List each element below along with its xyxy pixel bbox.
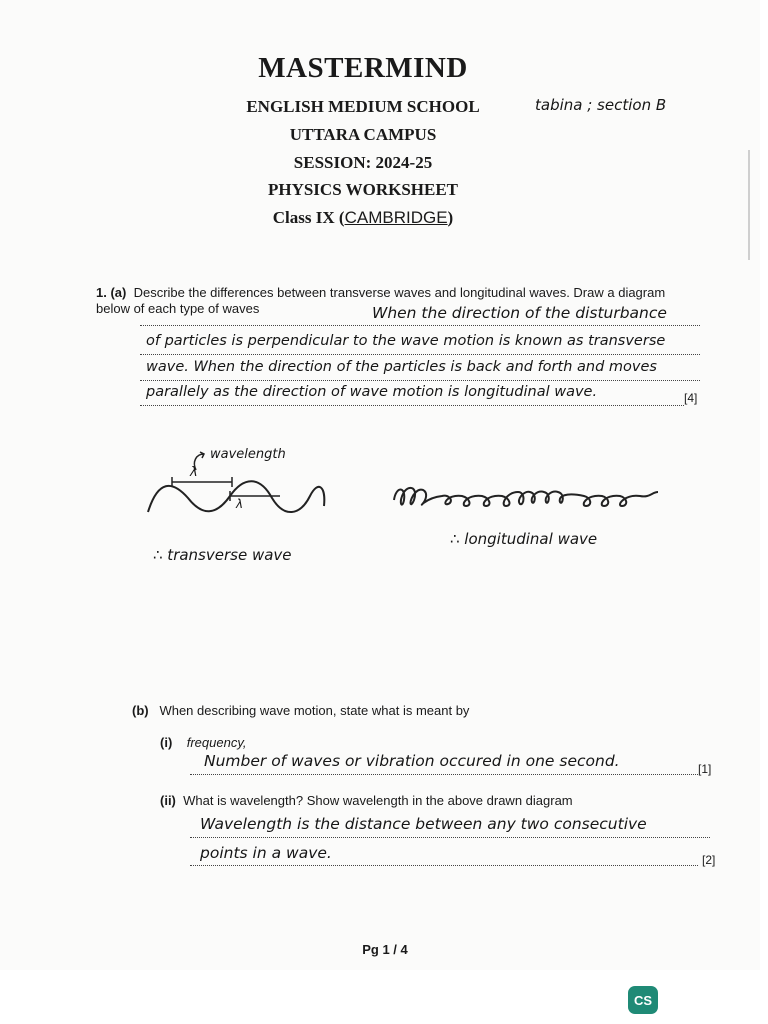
class-board: CAMBRIDGE bbox=[344, 208, 448, 227]
question-text: Describe the differences between transverse waves and longitudinal waves. Draw a diagram below of each type of waves bbox=[96, 285, 666, 316]
school-title: MASTERMIND bbox=[258, 52, 468, 84]
question-number: 1. (a) bbox=[96, 285, 127, 300]
question-1b-ii bbox=[160, 793, 573, 809]
part-b-i-text: frequency, bbox=[186, 735, 247, 750]
longitudinal-caption: ∴ longitudinal wave bbox=[450, 530, 598, 548]
longitudinal-wave-coil bbox=[394, 488, 658, 506]
worksheet-title: PHYSICS WORKSHEET bbox=[267, 180, 459, 199]
marks-1a: [4] bbox=[684, 391, 698, 405]
school-subtitle: ENGLISH MEDIUM SCHOOL bbox=[246, 97, 480, 116]
answer-b-ii-line-1: Wavelength is the distance between any two consecutive bbox=[200, 815, 647, 833]
part-b-i-label: (i) bbox=[160, 735, 173, 750]
longitudinal-wave-diagram bbox=[388, 478, 678, 518]
class-line bbox=[0, 208, 726, 228]
question-1b-i bbox=[160, 735, 246, 751]
session-line: SESSION: 2024-25 bbox=[293, 153, 433, 172]
campus-line: UTTARA CAMPUS bbox=[289, 125, 437, 144]
part-b-ii-text: What is wavelength? Show wavelength in the above drawn diagram bbox=[183, 793, 573, 808]
wavelength-label: wavelength bbox=[210, 447, 286, 462]
student-name-note: tabina ; section B bbox=[535, 96, 667, 114]
lambda-bottom-label: λ bbox=[236, 497, 244, 511]
answer-b-i: Number of waves or vibration occured in one second. bbox=[204, 752, 620, 770]
answer-1a-line-4: parallely as the direction of wave motion is longitudinal wave. bbox=[146, 384, 598, 400]
class-suffix: ) bbox=[447, 208, 454, 227]
marks-b-i: [1] bbox=[698, 762, 712, 776]
part-b-ii-label: (ii) bbox=[160, 793, 176, 808]
part-b-label: (b) bbox=[132, 703, 149, 718]
question-1b bbox=[132, 703, 469, 719]
page-edge-line bbox=[748, 150, 750, 260]
lambda-top-label: λ bbox=[190, 465, 198, 480]
answer-1a-line-2: of particles is perpendicular to the wave motion is known as transverse bbox=[146, 333, 666, 349]
class-prefix: Class IX ( bbox=[272, 208, 345, 227]
part-b-text: When describing wave motion, state what is meant by bbox=[159, 703, 470, 718]
page-number: Pg 1 / 4 bbox=[362, 942, 408, 957]
answer-b-ii-line-2: points in a wave. bbox=[200, 844, 332, 862]
transverse-caption: ∴ transverse wave bbox=[153, 546, 292, 564]
camscanner-logo-icon: CS bbox=[628, 986, 658, 1014]
answer-1a-line-3: wave. When the direction of the particles is back and forth and moves bbox=[146, 359, 657, 375]
marks-b-ii: [2] bbox=[702, 853, 716, 867]
answer-1a-line-1: When the direction of the disturbance bbox=[372, 304, 667, 322]
